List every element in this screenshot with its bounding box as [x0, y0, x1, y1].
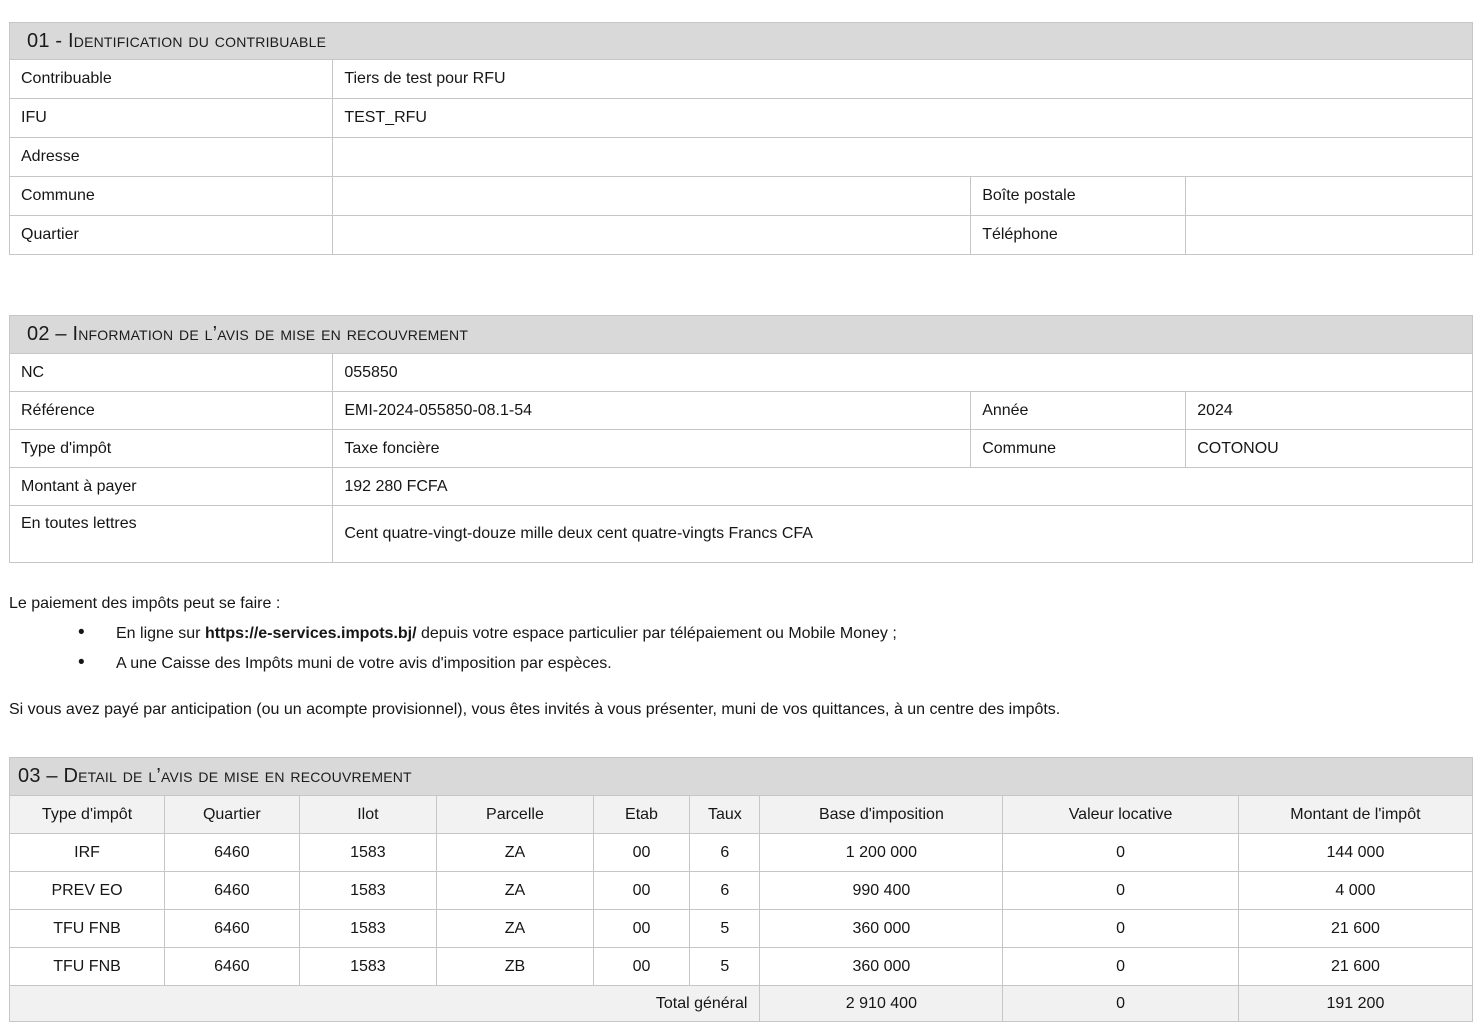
cell-ilot: 1583	[299, 834, 437, 872]
section-03-header	[10, 758, 1473, 796]
nc-row	[10, 354, 1473, 392]
payment-bullet-online	[9, 619, 1473, 649]
cell-montant: 4 000	[1238, 872, 1472, 910]
col-header-parcelle: Parcelle	[437, 796, 594, 834]
cell-montant: 144 000	[1238, 834, 1472, 872]
nc-value: 055850	[333, 354, 1473, 392]
ifu-label: IFU	[10, 99, 333, 138]
annee-label: Année	[971, 392, 1186, 430]
boite-postale-value	[1186, 177, 1473, 216]
identification-table	[9, 22, 1473, 255]
cell-type-impot: TFU FNB	[10, 948, 165, 986]
adresse-row	[10, 138, 1473, 177]
anticipation-note: Si vous avez payé par anticipation (ou un acompte provisionnel), vous êtes invités à vous présenter, muni de vos quittances, à un centre des impôts.	[9, 701, 1061, 718]
cell-taux: 5	[690, 910, 760, 948]
lettres-value: Cent quatre-vingt-douze mille deux cent quatre-vingts Francs CFA	[333, 506, 1473, 563]
commune-row	[10, 177, 1473, 216]
detail-row	[10, 948, 1473, 986]
cell-etab: 00	[593, 834, 690, 872]
avis-detail-table	[9, 757, 1473, 1022]
total-montant: 191 200	[1238, 986, 1472, 1022]
cell-type-impot: IRF	[10, 834, 165, 872]
detail-row	[10, 834, 1473, 872]
ifu-row	[10, 99, 1473, 138]
type-impot-row	[10, 430, 1473, 468]
col-header-taux: Taux	[690, 796, 760, 834]
contribuable-value: Tiers de test pour RFU	[333, 60, 1473, 99]
montant-row	[10, 468, 1473, 506]
lettres-label: En toutes lettres	[10, 506, 333, 563]
reference-row	[10, 392, 1473, 430]
ifu-value: TEST_RFU	[333, 99, 1473, 138]
adresse-value	[333, 138, 1473, 177]
annee-value: 2024	[1186, 392, 1473, 430]
section-02-header	[10, 316, 1473, 354]
cell-montant: 21 600	[1238, 948, 1472, 986]
cell-quartier: 6460	[165, 872, 300, 910]
reference-label: Référence	[10, 392, 333, 430]
total-label: Total général	[10, 986, 760, 1022]
col-header-valeur-locative: Valeur locative	[1003, 796, 1239, 834]
cell-parcelle: ZA	[437, 872, 594, 910]
cell-valeur-locative: 0	[1003, 834, 1239, 872]
detail-columns-row	[10, 796, 1473, 834]
cell-valeur-locative: 0	[1003, 910, 1239, 948]
cell-quartier: 6460	[165, 948, 300, 986]
cell-type-impot: PREV EO	[10, 872, 165, 910]
montant-value: 192 280 FCFA	[333, 468, 1473, 506]
avis-info-table	[9, 315, 1473, 563]
adresse-label: Adresse	[10, 138, 333, 177]
cell-ilot: 1583	[299, 872, 437, 910]
type-impot-label: Type d'impôt	[10, 430, 333, 468]
payment-intro: Le paiement des impôts peut se faire :	[9, 595, 281, 612]
cell-taux: 6	[690, 834, 760, 872]
quartier-row	[10, 216, 1473, 255]
col-header-etab: Etab	[593, 796, 690, 834]
nc-label: NC	[10, 354, 333, 392]
montant-label: Montant à payer	[10, 468, 333, 506]
lettres-row	[10, 506, 1473, 563]
cell-taux: 5	[690, 948, 760, 986]
cell-etab: 00	[593, 910, 690, 948]
e-services-url: https://e-services.impots.bj/	[204, 625, 417, 642]
reference-value: EMI-2024-055850-08.1-54	[333, 392, 971, 430]
cell-base: 1 200 000	[760, 834, 1003, 872]
telephone-value	[1186, 216, 1473, 255]
col-header-quartier: Quartier	[165, 796, 300, 834]
quartier-label: Quartier	[10, 216, 333, 255]
total-row	[10, 986, 1473, 1022]
cell-valeur-locative: 0	[1003, 948, 1239, 986]
cell-base: 990 400	[760, 872, 1003, 910]
cell-type-impot: TFU FNB	[10, 910, 165, 948]
contribuable-label: Contribuable	[10, 60, 333, 99]
cell-quartier: 6460	[165, 834, 300, 872]
section-01-title: 01 - Identification du contribuable	[10, 23, 1473, 60]
payment-bullet-caisse: • A une Caisse des Impôts muni de votre avis d'imposition par espèces.	[9, 649, 1473, 679]
commune-avis-value: COTONOU	[1186, 430, 1473, 468]
cell-base: 360 000	[760, 948, 1003, 986]
bullet1-prefix: En ligne sur	[116, 625, 205, 642]
cell-quartier: 6460	[165, 910, 300, 948]
cell-etab: 00	[593, 872, 690, 910]
col-header-ilot: Ilot	[299, 796, 437, 834]
col-header-type-impot: Type d'impôt	[10, 796, 165, 834]
bullet1-suffix: depuis votre espace particulier par télépaiement ou Mobile Money ;	[416, 625, 897, 642]
commune-value	[333, 177, 971, 216]
cell-ilot: 1583	[299, 948, 437, 986]
cell-montant: 21 600	[1238, 910, 1472, 948]
cell-valeur-locative: 0	[1003, 872, 1239, 910]
payment-instructions	[9, 589, 1473, 679]
type-impot-value: Taxe foncière	[333, 430, 971, 468]
cell-base: 360 000	[760, 910, 1003, 948]
section-03-title: 03 – Detail de l’avis de mise en recouvrement	[10, 758, 1473, 796]
commune-label: Commune	[10, 177, 333, 216]
detail-row	[10, 872, 1473, 910]
col-header-base: Base d'imposition	[760, 796, 1003, 834]
cell-parcelle: ZB	[437, 948, 594, 986]
quartier-value	[333, 216, 971, 255]
commune-avis-label: Commune	[971, 430, 1186, 468]
boite-postale-label: Boîte postale	[971, 177, 1186, 216]
col-header-montant: Montant de l'impôt	[1238, 796, 1472, 834]
cell-parcelle: ZA	[437, 910, 594, 948]
section-01-header	[10, 23, 1473, 60]
section-02-title: 02 – Information de l’avis de mise en recouvrement	[10, 316, 1473, 354]
contribuable-row	[10, 60, 1473, 99]
cell-etab: 00	[593, 948, 690, 986]
cell-taux: 6	[690, 872, 760, 910]
cell-parcelle: ZA	[437, 834, 594, 872]
total-valeur-locative: 0	[1003, 986, 1239, 1022]
total-base: 2 910 400	[760, 986, 1003, 1022]
detail-row	[10, 910, 1473, 948]
telephone-label: Téléphone	[971, 216, 1186, 255]
cell-ilot: 1583	[299, 910, 437, 948]
